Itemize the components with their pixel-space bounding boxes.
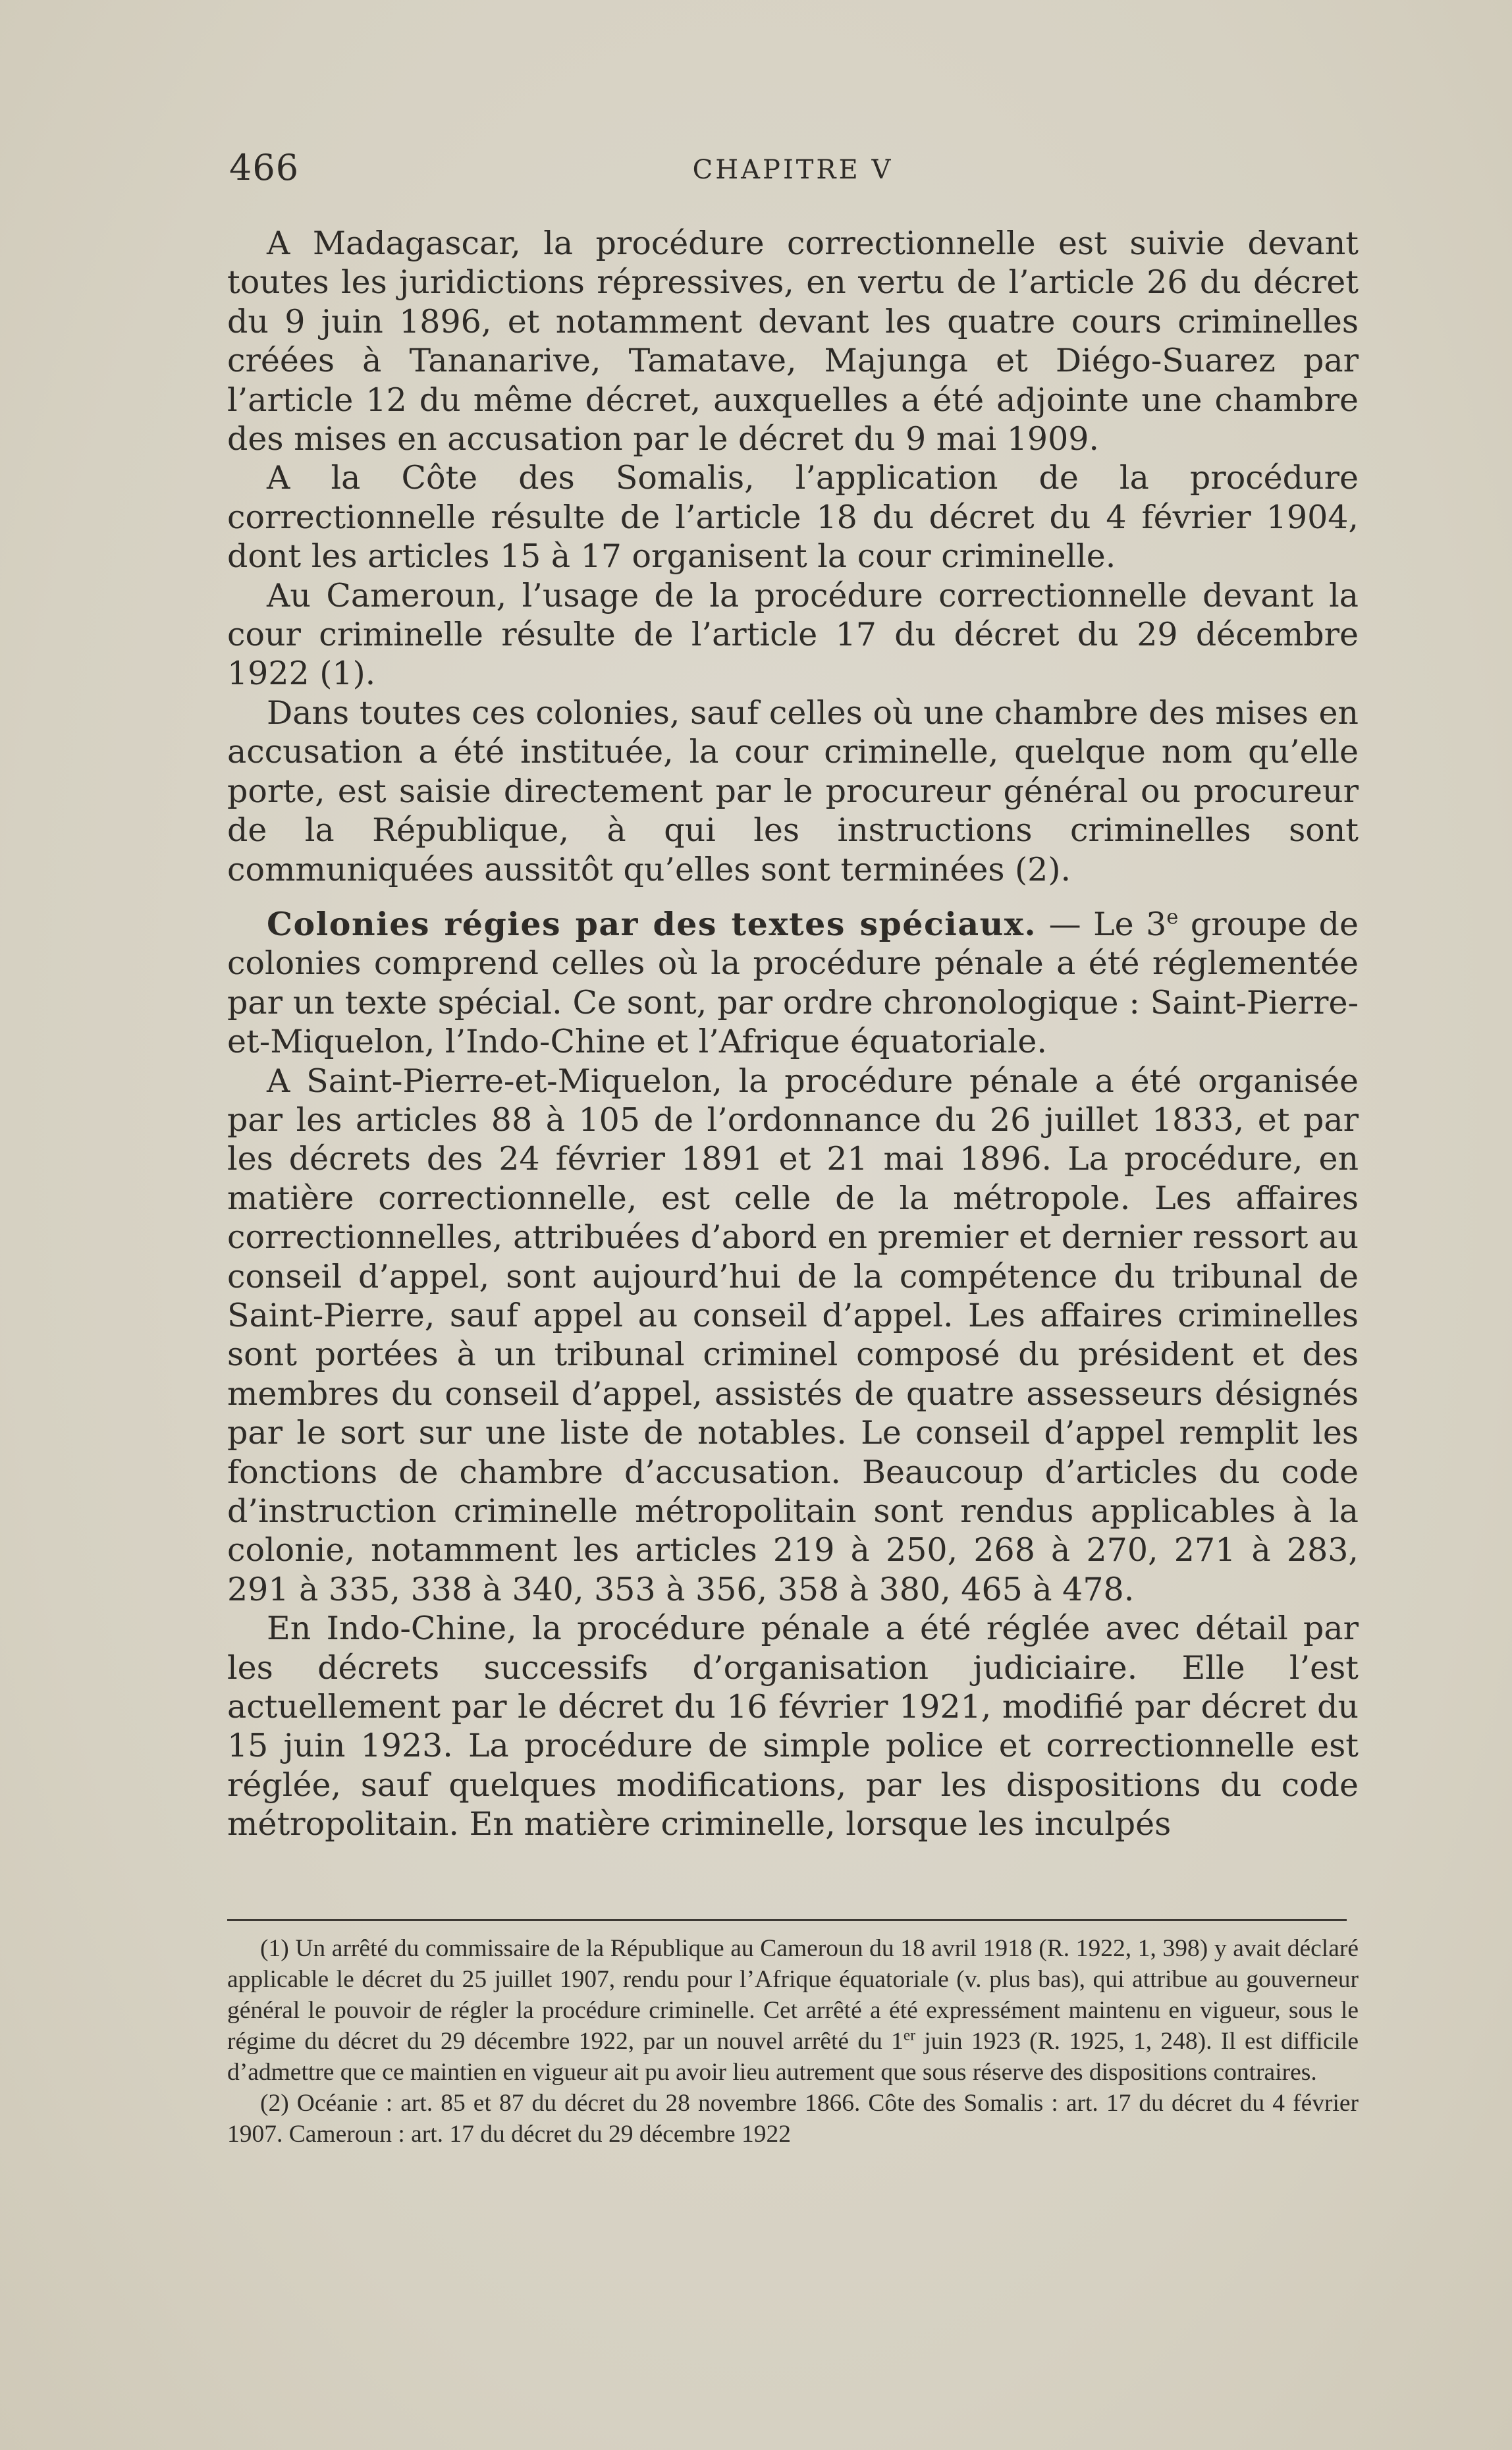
footnote-1-text: (1) Un arrêté du commissaire de la République au Cameroun du 18 avril 1918 (R. 1922, 1, 398) y avait déclaré applicable le décret du 25 juillet 1907, rendu pour l’Afrique équatoriale (v. plus bas), qui attribue au gouverneur général le pouvoir de régler la procédure criminelle. Cet arrêté a été expressément maintenu en vigueur, sous le régime du décret du 29 décembre 1922, par un nouvel arrêté du 1 xyxy=(227,1935,1359,2055)
running-head: CHAPITRE V xyxy=(692,155,894,185)
body-text xyxy=(227,224,1359,1844)
footnotes xyxy=(227,1933,1359,2150)
ordinal-superscript: er xyxy=(903,2027,915,2044)
paragraph-saint-pierre: A Saint-Pierre-et-Miquelon, la procédure pénale a été organisée par les articles 88 à 105 de l’ordonnance du 26 juillet 1833, et par les décrets des 24 février 1891 et 21 mai 1896. La procédure, en matière correctionnelle, est celle de la métropole. Les affaires correctionnelles, attribuées d’abord en premier et dernier ressort au conseil d’appel, sont aujourd’hui de la compétence du tribunal de Saint-Pierre, sauf appel au conseil d’appel. Les affaires criminelles sont portées à un tribunal criminel composé du président et des membres du conseil d’appel, assistés de quatre assesseurs désignés par le sort sur une liste de notables. Le conseil d’appel remplit les fonctions de chambre d’accusation. Beaucoup d’articles du code d’instruction criminelle métropolitain sont rendus applicables à la colonie, notamment les articles 219 à 250, 268 à 270, 271 à 283, 291 à 335, 338 à 340, 353 à 356, 358 à 380, 465 à 478. xyxy=(227,1062,1359,1608)
paragraph-somalis: A la Côte des Somalis, l’application de la procédure correctionnelle résulte de l’article 18 du décret du 4 février 1904, dont les articles 15 à 17 organisent la cour criminelle. xyxy=(227,459,1359,576)
paragraph-madagascar: A Madagascar, la procédure correctionnelle est suivie devant toutes les juridictions répressives, en vertu de l’article 26 du décret du 9 juin 1896, et notamment devant les quatre cours criminelles créées à Tananarive, Tamatave, Majunga et Diégo-Suarez par l’article 12 du même décret, auxquelles a été adjointe une chambre des mises en accusation par le décret du 9 mai 1909. xyxy=(227,225,1359,458)
footnote-2: (2) Océanie : art. 85 et 87 du décret du 28 novembre 1866. Côte des Somalis : art. 17 du décret du 4 février 1907. Cameroun : art. 17 du décret du 29 décembre 1922 xyxy=(227,2090,1359,2148)
footnote-divider xyxy=(227,1919,1347,1921)
paragraph-cameroun: Au Cameroun, l’usage de la procédure correctionnelle devant la cour criminelle résulte de l’article 17 du décret du 29 décembre 1922 (1). xyxy=(227,576,1359,693)
paragraph-cour-criminelle: Dans toutes ces colonies, sauf celles où une chambre des mises en accusation a été instituée, la cour criminelle, quelque nom qu’elle porte, est saisie directement par le procureur général ou procureur de la République, à qui les instructions criminelles sont communiquées aussitôt qu’elles sont terminées (2). xyxy=(227,694,1359,888)
paragraph-textes-speciaux xyxy=(227,905,1359,1062)
paragraph-textes-speciaux-text: — Le 3 xyxy=(1037,905,1167,943)
paragraph-indo-chine: En Indo-Chine, la procédure pénale a été réglée avec détail par les décrets successifs d’organisation judiciaire. Elle l’est actuellement par le décret du 16 février 1921, modifié par décret du 15 juin 1923. La procédure de simple police et correctionnelle est réglée, sauf quelques modifications, par les dispositions du code métropolitain. En matière criminelle, lorsque les inculpés xyxy=(227,1610,1359,1843)
footnote-1-text-cont: juin 1923 (R. 1925, 1, 248). Il est difficile d’admettre que ce maintien en vigueur ait pu avoir lieu autrement que sous réserve des dispositions contraires. xyxy=(227,2028,1359,2086)
ordinal-superscript: e xyxy=(1166,906,1179,929)
page-number: 466 xyxy=(229,147,300,188)
paragraph-textes-speciaux-text-cont: groupe de colonies comprend celles où la procédure pénale a été réglementée par un texte spécial. Ce sont, par ordre chronologique : Saint-Pierre-et-Miquelon, l’Indo-Chine et l’Afrique équatoriale. xyxy=(227,905,1359,1061)
footnote-1 xyxy=(227,1933,1359,2088)
section-title: Colonies régies par des textes spéciaux. xyxy=(267,904,1037,943)
page-header xyxy=(229,148,1357,188)
